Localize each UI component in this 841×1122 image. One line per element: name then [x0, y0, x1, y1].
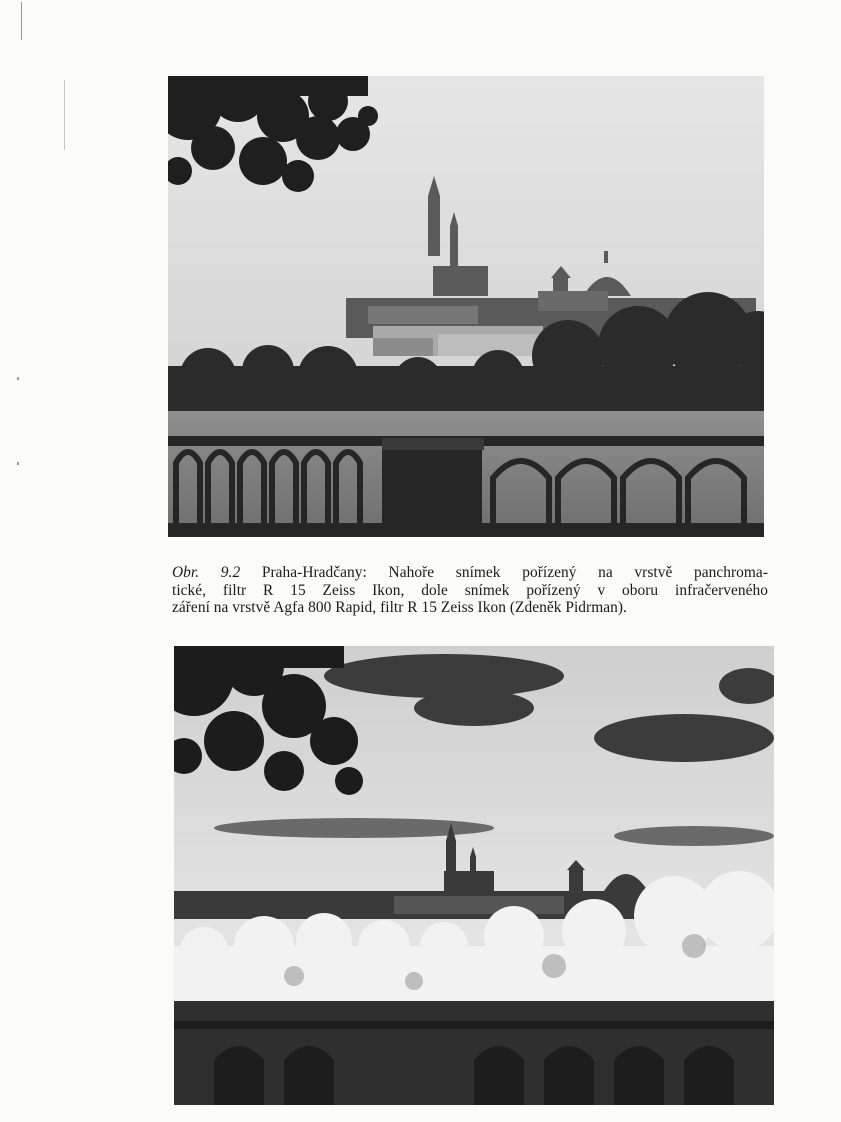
scan-edge-mark	[21, 2, 22, 40]
figure-caption	[172, 564, 768, 617]
infrared-photo	[174, 646, 774, 1105]
figure-label: Obr. 9.2	[172, 564, 241, 581]
caption-line-1	[172, 564, 768, 582]
scan-dot	[17, 377, 19, 380]
panchromatic-photo-image	[168, 76, 764, 537]
caption-text-1: Praha-Hradčany: Nahoře snímek pořízený na vrstvě panchroma-	[240, 564, 768, 581]
infrared-photo-image	[174, 646, 774, 1105]
scan-edge-mark	[64, 80, 65, 150]
palace-building	[373, 326, 558, 356]
panchromatic-photo	[168, 76, 764, 537]
caption-line-2: tické, filtr R 15 Zeiss Ikon, dole snímek pořízený v oboru infračerveného	[172, 581, 768, 599]
scan-dot	[17, 462, 19, 465]
caption-line-3: záření na vrstvě Agfa 800 Rapid, filtr R 15 Zeiss Ikon (Zdeněk Pidrman).	[172, 599, 627, 616]
